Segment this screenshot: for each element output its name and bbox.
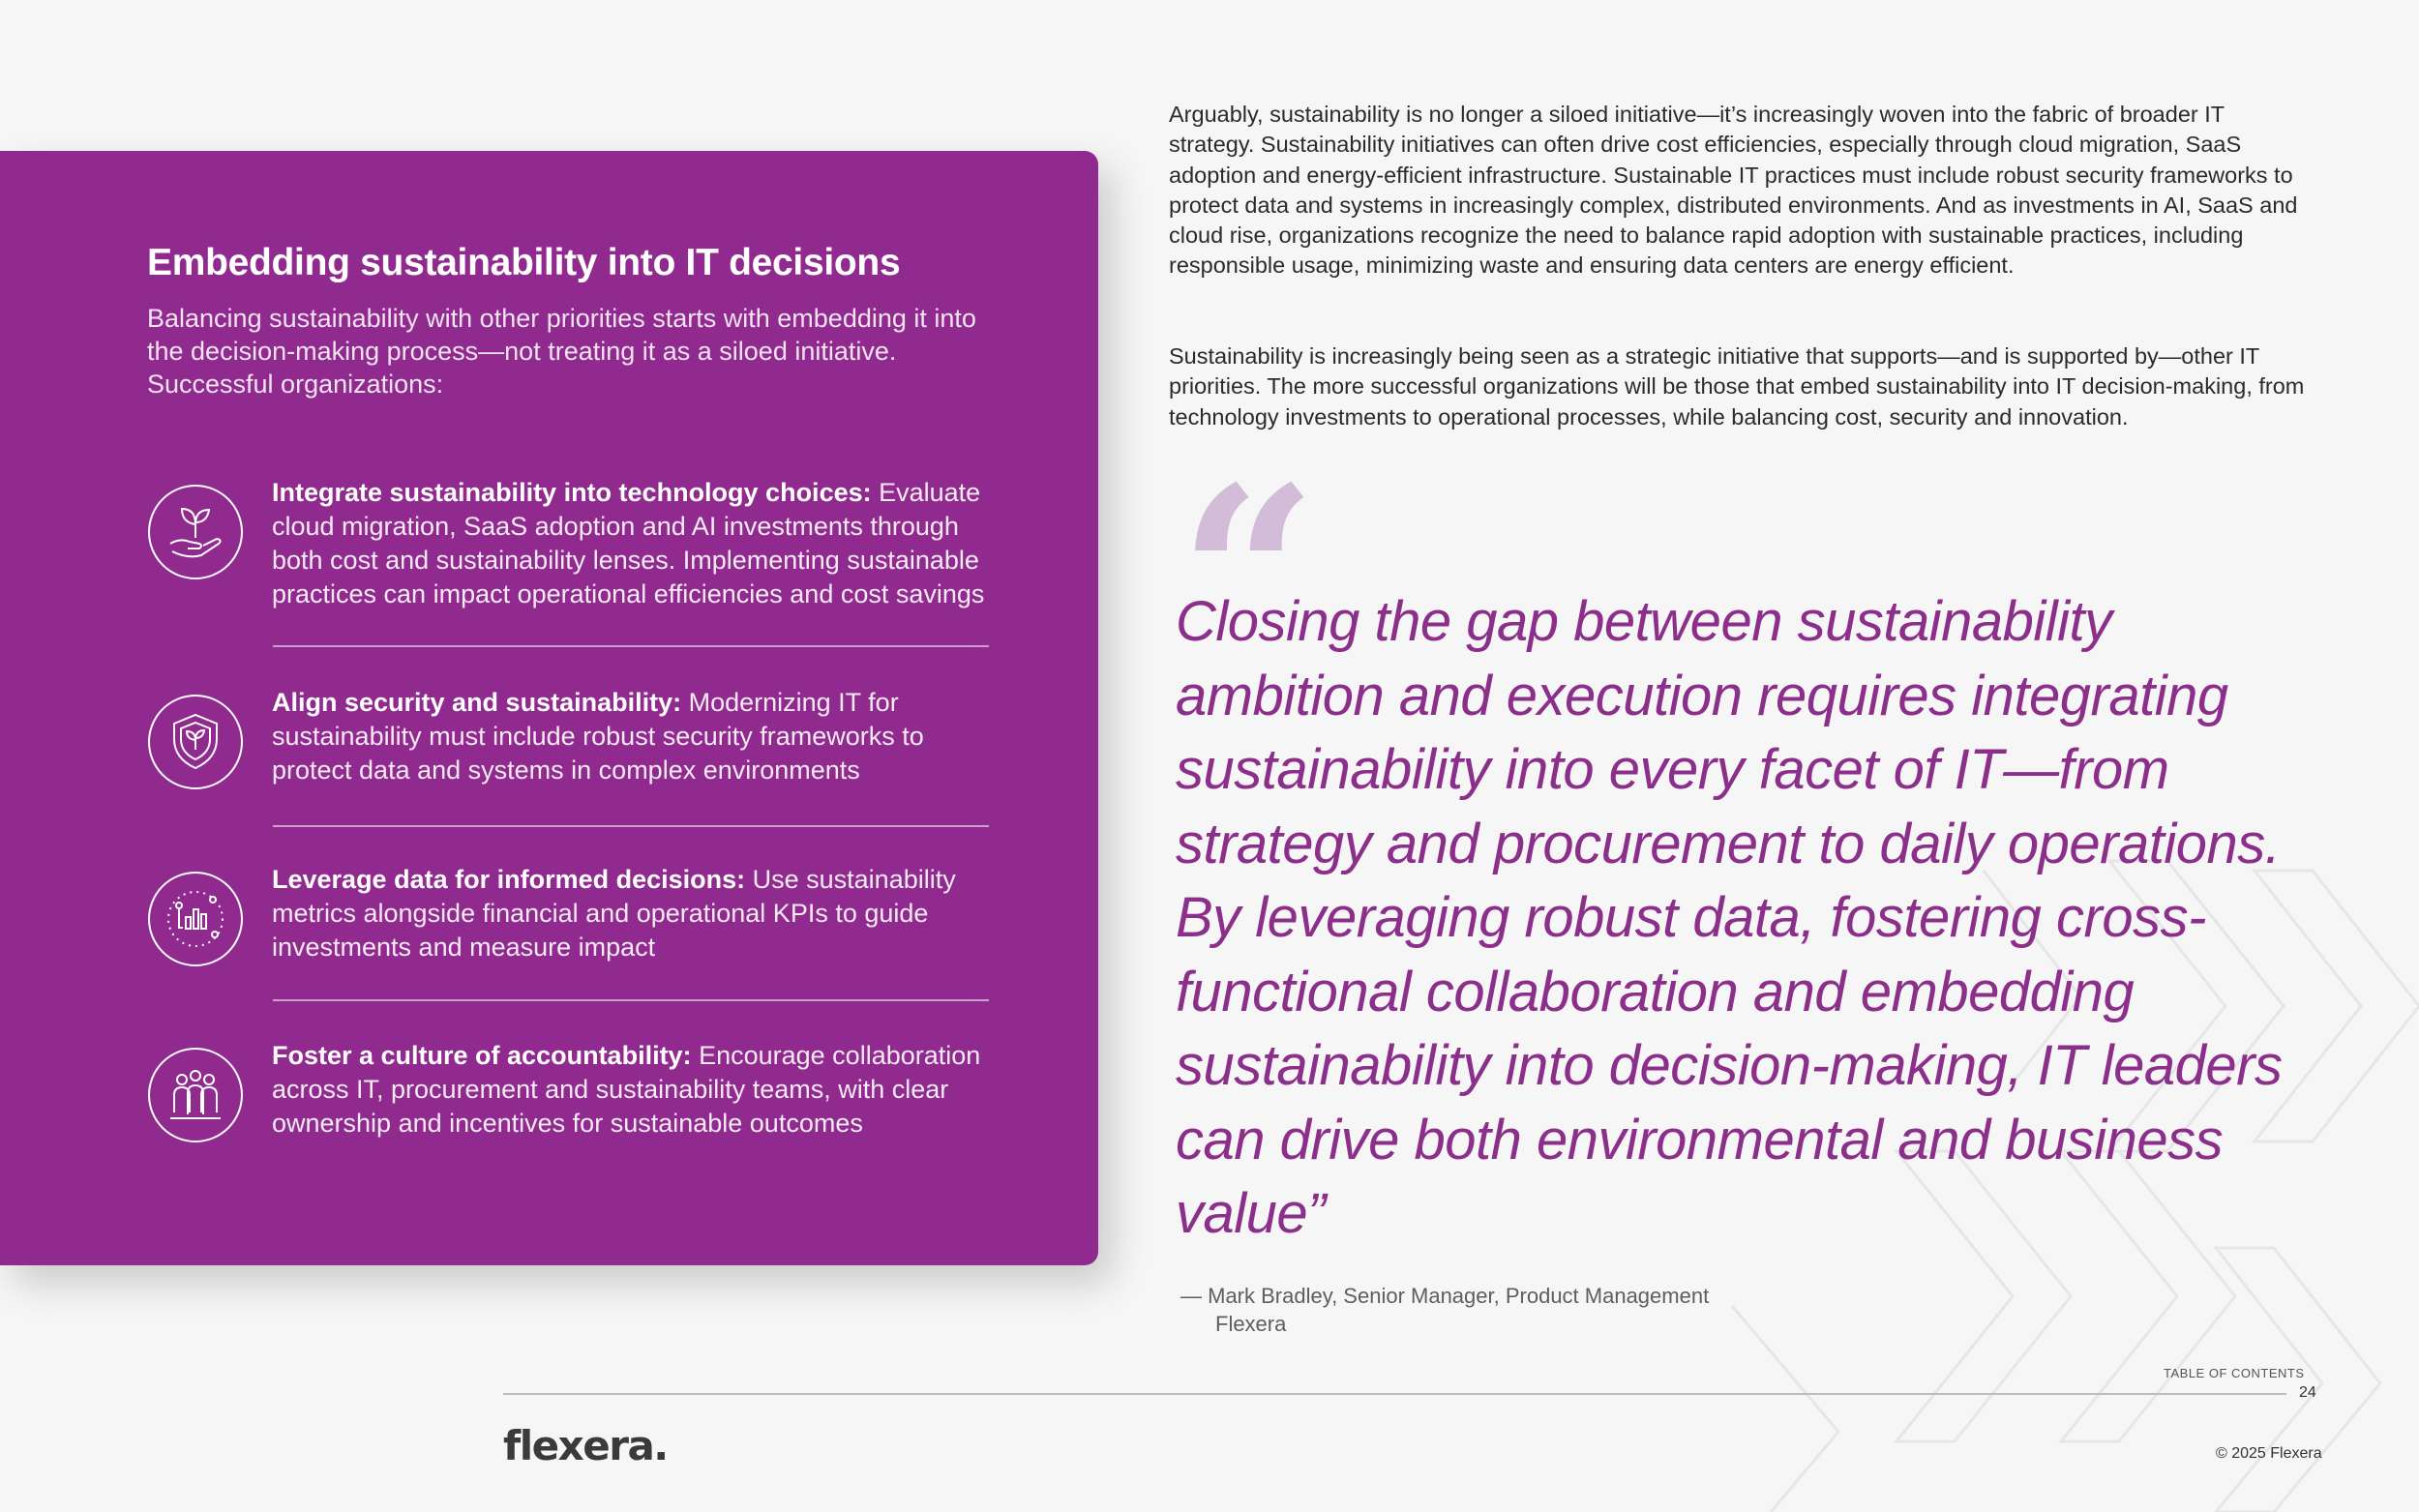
quote-author: — Mark Bradley, Senior Manager, Product Management	[1180, 1284, 1710, 1308]
quote-attribution	[1180, 1282, 1709, 1338]
divider	[273, 645, 989, 647]
item-text: Foster a culture of accountability: Encourage collaboration across IT, procurement and sustainability teams, with clear ownership and incentives for sustainable outcomes	[272, 1041, 981, 1138]
sustainability-card	[0, 151, 1098, 1265]
quote-mark-icon: “	[1179, 433, 1318, 718]
divider	[273, 825, 989, 827]
pull-quote: Closing the gap between sustainability ambition and execution requires integrating sustainability into every facet of IT—from strategy and procurement to daily operations. By leveraging robust data, fostering cross-functional collaboration and embedding sustainability into decision-making, IT leaders can drive both environmental and business value”	[1176, 590, 2283, 1245]
data-chart-icon	[147, 871, 244, 967]
table-of-contents-link[interactable]: TABLE OF CONTENTS	[2164, 1366, 2305, 1380]
card-intro: Balancing sustainability with other priorities starts with embedding it into the decision-making process—not treating it as a siloed initiative. Successful organizations:	[147, 304, 976, 399]
divider	[273, 999, 989, 1001]
team-people-icon	[147, 1047, 244, 1143]
card-title: Embedding sustainability into IT decisions	[147, 242, 901, 283]
footer-divider	[503, 1393, 2286, 1395]
hand-plant-icon	[147, 484, 244, 580]
shield-leaf-icon	[147, 694, 244, 790]
body-paragraph-2: Sustainability is increasingly being seen as a strategic initiative that supports—and is supported by—other IT priorities. The more successful organizations will be those that embed sustainability into IT decision-making, from technology investments to operational processes, while balancing cost, security and innovation.	[1169, 343, 2305, 430]
quote-organization: Flexera	[1215, 1312, 1287, 1336]
page-number: 24	[2299, 1384, 2316, 1401]
copyright-text: © 2025 Flexera	[2216, 1445, 2322, 1462]
item-text: Integrate sustainability into technology choices: Evaluate cloud migration, SaaS adoption and AI investments through both cost and sustainability lenses. Implementing sustainable practices can impact operational efficiencies and cost savings	[272, 478, 985, 608]
body-paragraph-1: Arguably, sustainability is no longer a siloed initiative—it’s increasingly woven into the fabric of broader IT strategy. Sustainability initiatives can often drive cost efficiencies, especially through cloud migration, SaaS adoption and energy-efficient infrastructure. Sustainable IT practices must include robust security frameworks to protect data and systems in increasingly complex, distributed environments. And as investments in AI, SaaS and cloud rise, organizations recognize the need to balance rapid adoption with sustainable practices, including responsible usage, minimizing waste and ensuring data centers are energy efficient.	[1169, 102, 2298, 279]
flexera-logo: flexera.	[503, 1422, 668, 1469]
item-text: Leverage data for informed decisions: Use sustainability metrics alongside financial and operational KPIs to guide investments and measure impact	[272, 865, 956, 962]
item-text: Align security and sustainability: Modernizing IT for sustainability must include robust security frameworks to protect data and systems in complex environments	[272, 688, 924, 785]
